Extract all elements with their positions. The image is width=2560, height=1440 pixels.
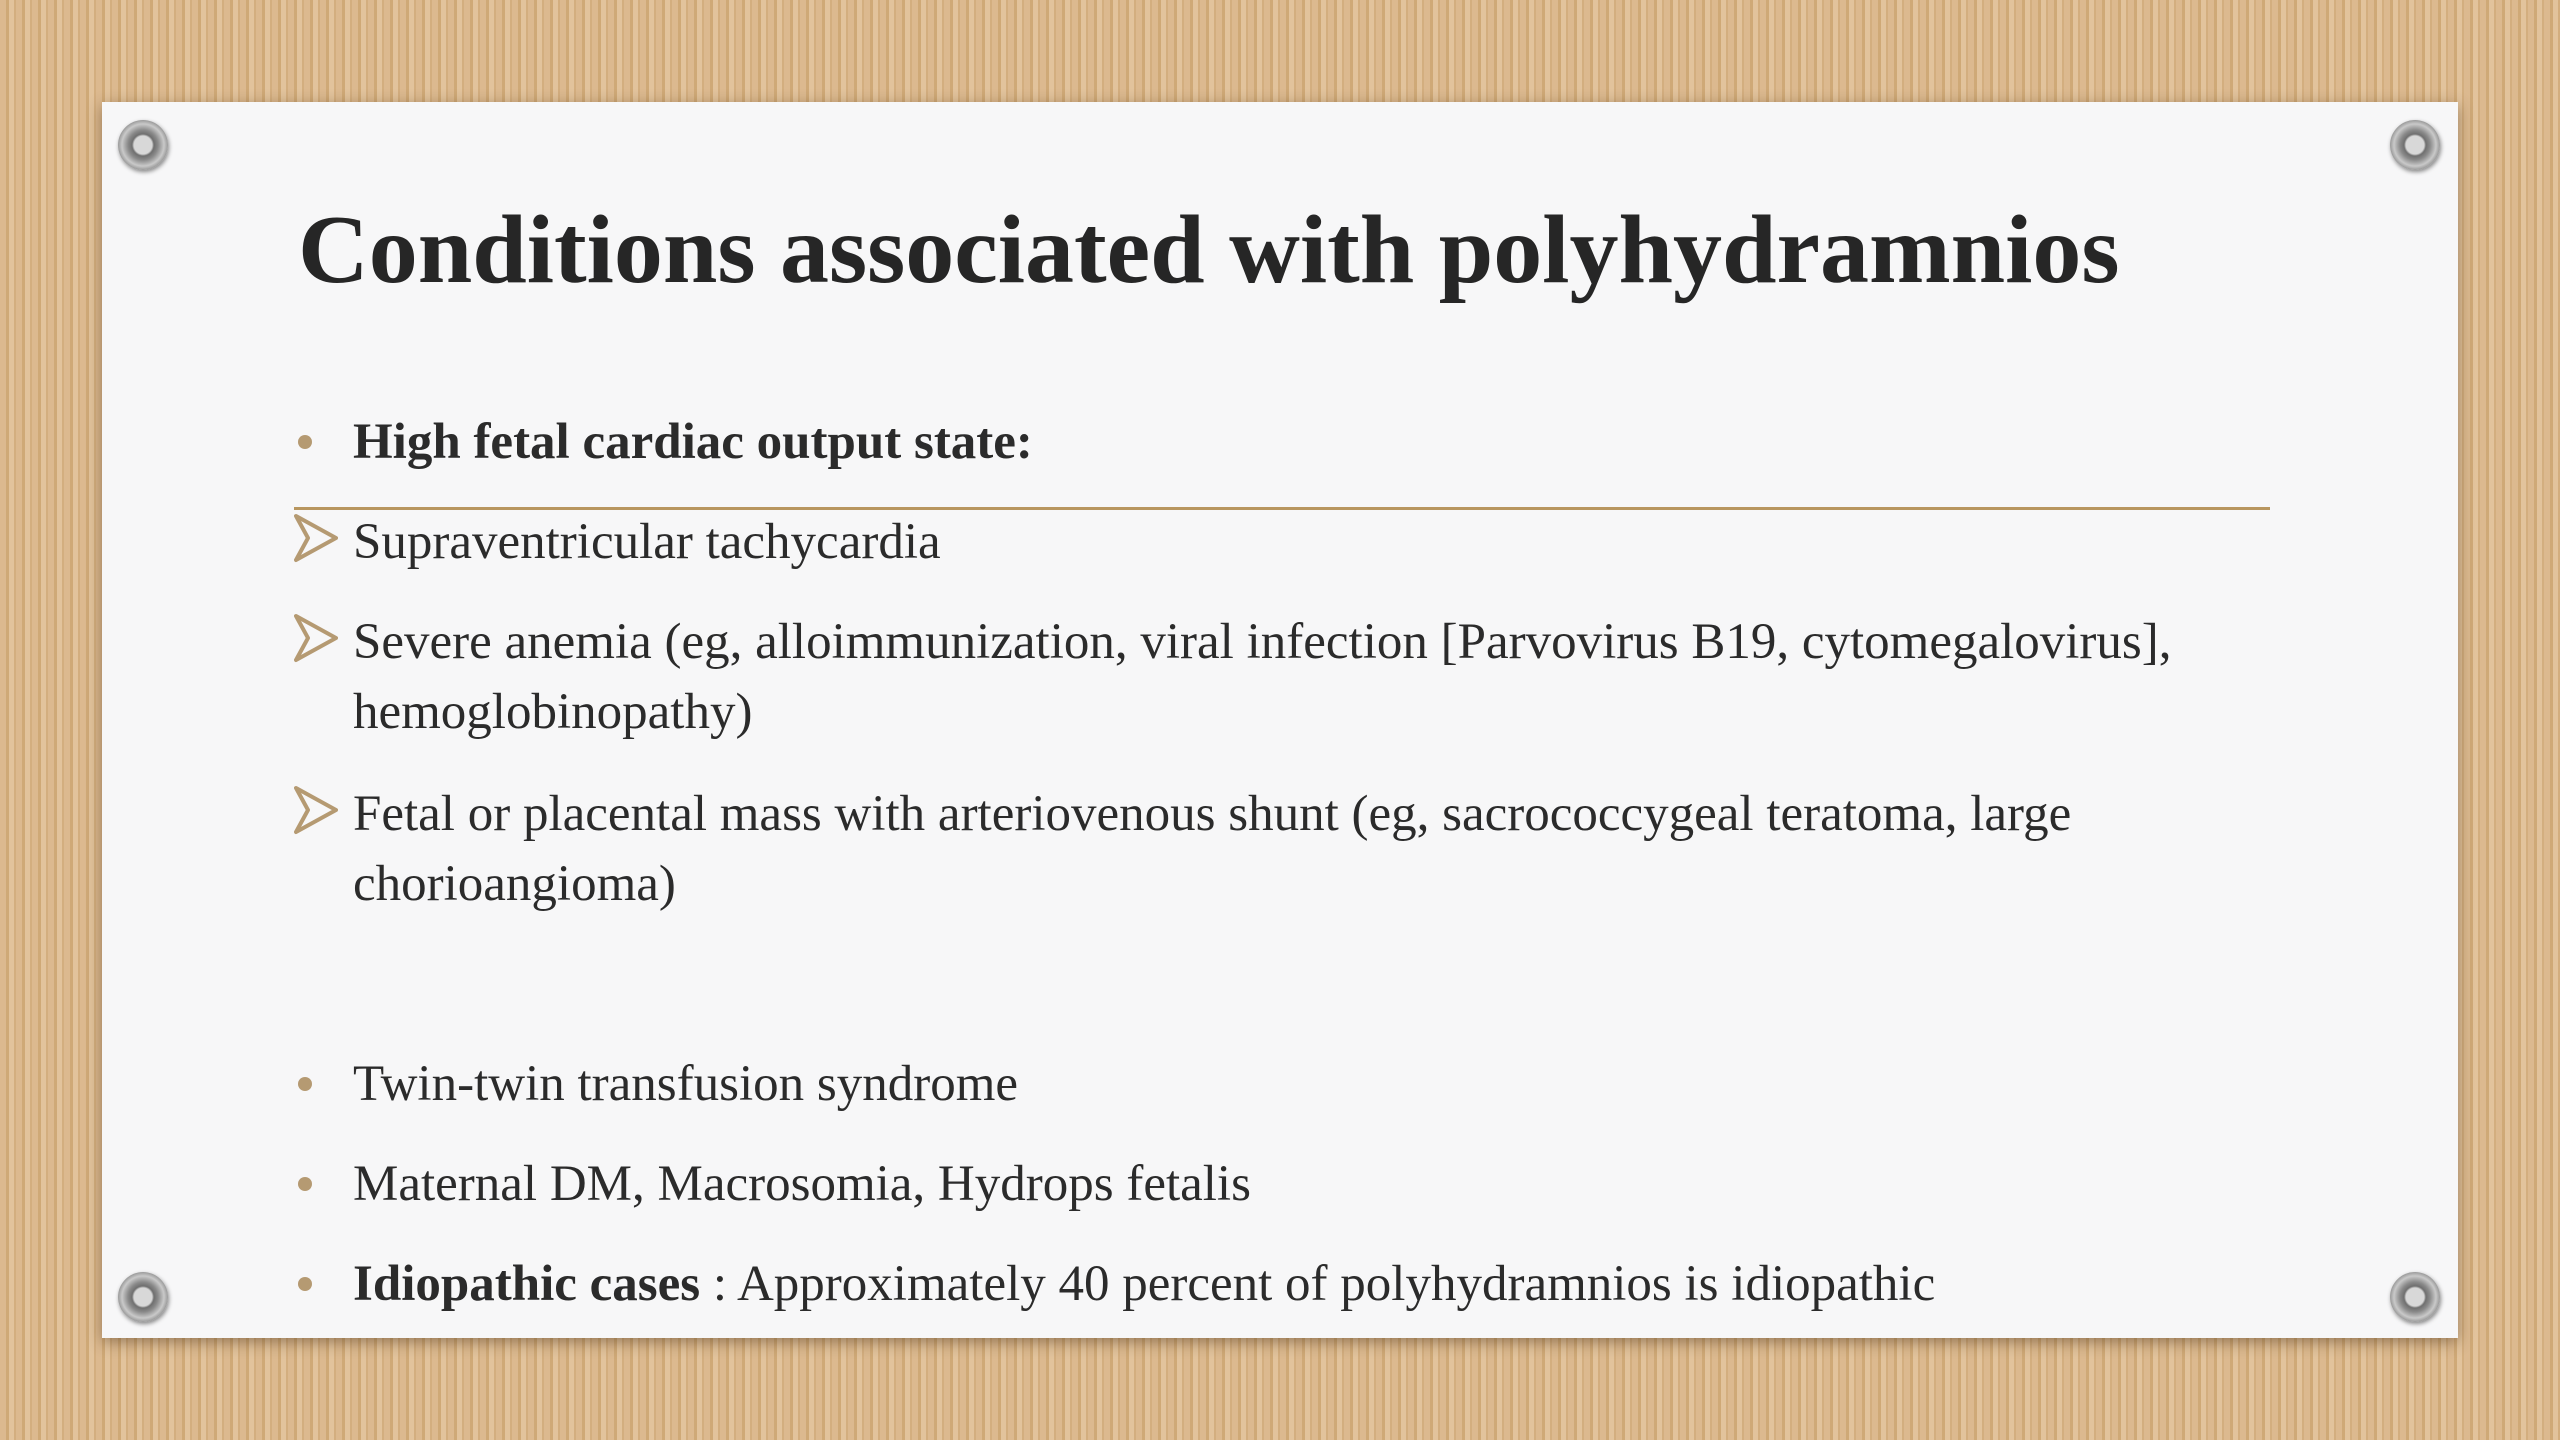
bullet-rest-text: : Approximately 40 percent of polyhydramnios is idiopathic <box>700 1256 1936 1312</box>
bullet-text: High fetal cardiac output state: <box>353 414 1033 470</box>
bullet-dot-icon <box>298 1277 312 1291</box>
bullet-dot-icon <box>298 435 312 449</box>
sub-bullet-text: Fetal or placental mass with arteriovenous shunt (eg, sacrococcygeal teratoma, large chorioangioma) <box>353 786 2072 912</box>
screw-icon <box>2390 1272 2440 1322</box>
bullet-bold-label: Idiopathic cases <box>353 1256 701 1312</box>
bullet-dot-icon <box>298 1177 312 1191</box>
screw-icon <box>2390 120 2440 170</box>
bullet-text: Twin-twin transfusion syndrome <box>353 1056 1019 1112</box>
arrow-bullet-icon <box>294 513 338 563</box>
slide-board <box>102 102 2458 1338</box>
bullet-dot-icon <box>298 1077 312 1091</box>
sub-bullet-text: Severe anemia (eg, alloimmunization, viral infection [Parvovirus B19, cytomegalovirus], hemoglobinopathy) <box>353 614 2172 740</box>
screw-icon <box>118 120 168 170</box>
slide-title: Conditions associated with polyhydramnios <box>298 196 2120 304</box>
arrow-bullet-icon <box>294 613 338 663</box>
sub-bullet-text: Supraventricular tachycardia <box>353 514 941 570</box>
screw-icon <box>118 1272 168 1322</box>
bullet-text <box>353 1249 2278 1319</box>
bullet-text: Maternal DM, Macrosomia, Hydrops fetalis <box>353 1156 1251 1212</box>
arrow-bullet-icon <box>294 785 338 835</box>
